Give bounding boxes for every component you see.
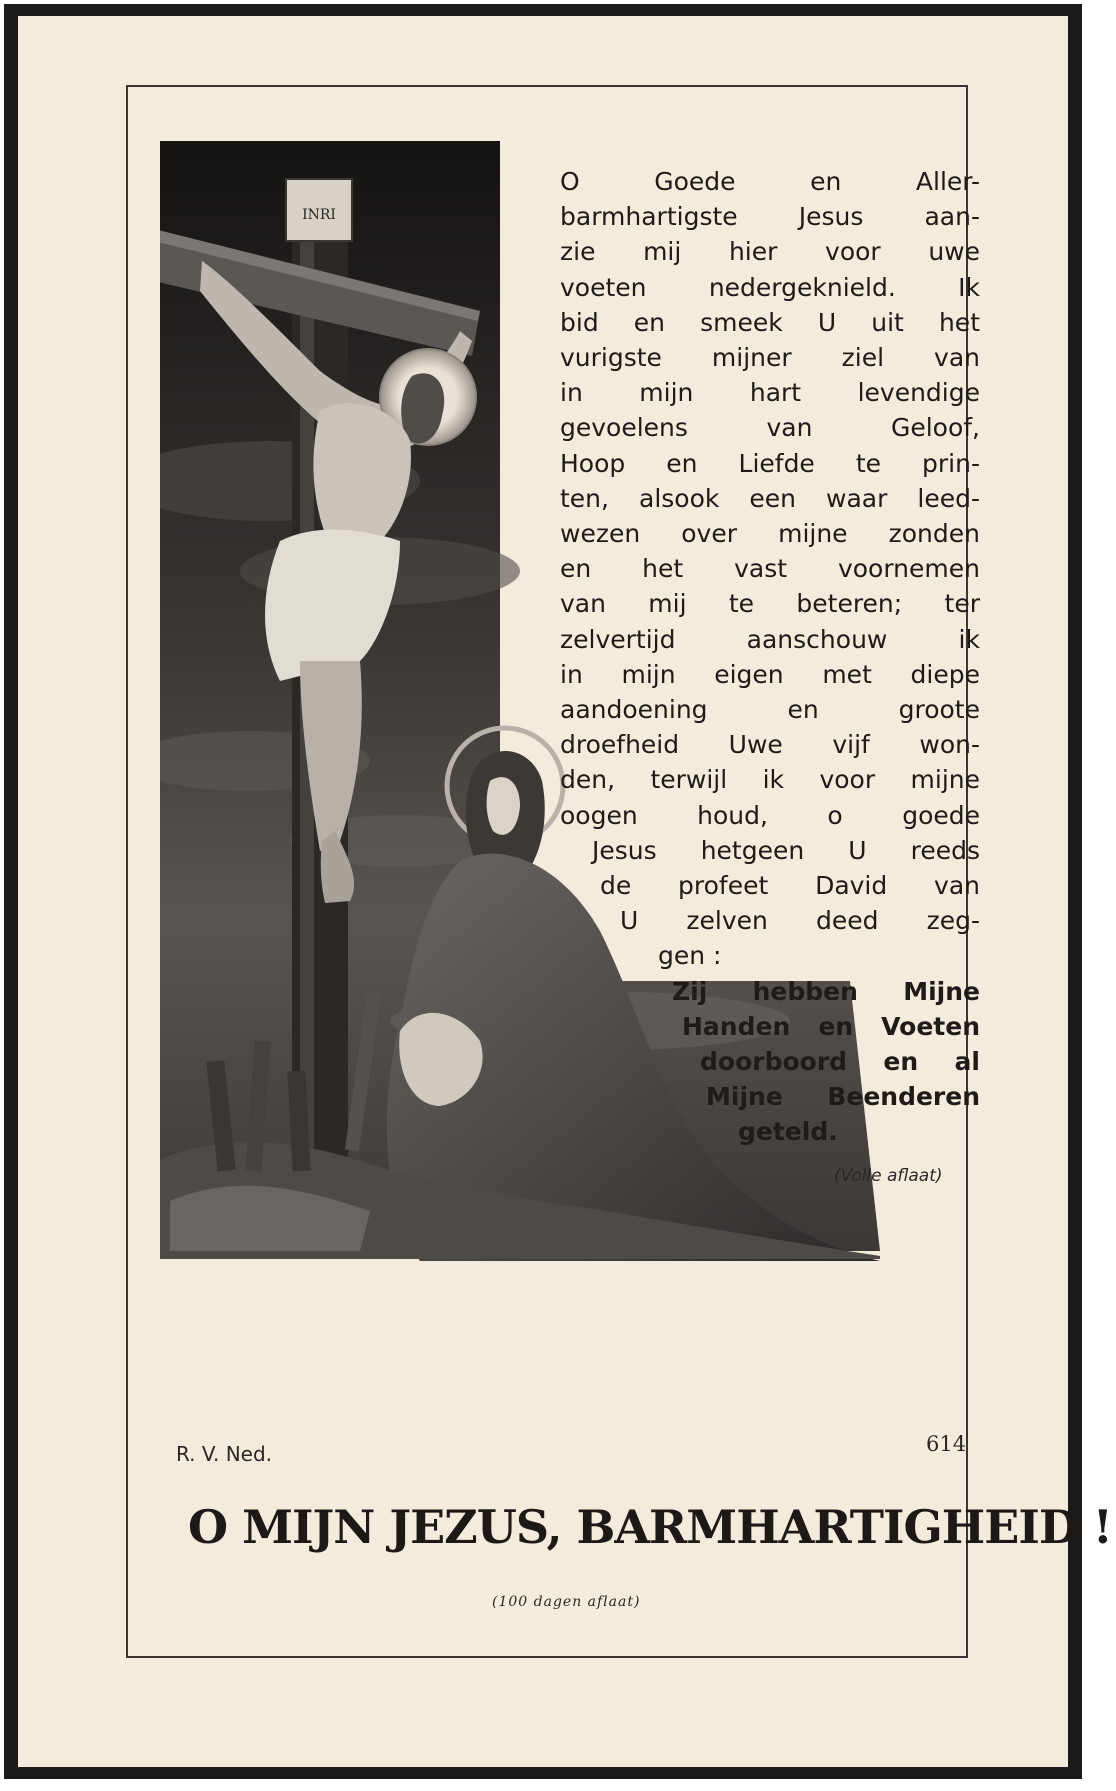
plate-number: 614 [926,1432,967,1456]
svg-text:INRI: INRI [302,207,336,223]
prayer-line: van mij te beteren; ter [560,589,980,619]
inri-plate [286,179,352,241]
prayer-line: Hoop en Liefde te prin- [560,448,980,478]
quote-line: Mijne Beenderen [706,1082,980,1112]
prayer-line: en het vast voornemen [560,554,980,584]
prayer-line: zie mij hier voor uwe [560,237,980,267]
prayer-line: den, terwijl ik voor mijne [560,765,980,795]
prayer-line: voeten nedergeknield. Ik [560,272,980,302]
prayer-line: zelvertijd aanschouw ik [560,624,980,654]
card-heading: O MIJN JEZUS, BARMHARTIGHEID ! [188,1500,1112,1554]
plenary-indulgence-note: (Volle aflaat) [834,1166,943,1186]
quote-line: Zij hebben Mijne [672,976,980,1006]
prayer-line: O Goede en Aller- [560,167,980,196]
prayer-line: U zelven deed zeg- [620,906,980,936]
prayer-text [560,164,980,1150]
prayer-line: aandoening en groote [560,695,980,725]
prayer-line: Jesus hetgeen U reeds [592,835,980,865]
image-credit: R. V. Ned. [176,1442,273,1466]
prayer-line: oogen houd, o goede [560,800,980,830]
indulgence-subnote: (100 dagen aflaat) [492,1594,641,1610]
prayer-line: de profeet David van [600,871,980,901]
prayer-line: gen : [658,941,722,971]
quote-line: Handen en Voeten [682,1011,980,1041]
prayer-line: in mijn eigen met diepe [560,659,980,689]
prayer-line: ten, alsook een waar leed- [560,483,980,513]
prayer-line: gevoelens van Geloof, [560,413,980,443]
prayer-line: wezen over mijne zonden [560,519,980,549]
prayer-line: in mijn hart levendige [560,378,980,408]
prayer-line: bid en smeek U uit het [560,307,980,337]
prayer-line: barmhartigste Jesus aan- [560,202,980,232]
prayer-line: droefheid Uwe vijf won- [560,730,980,760]
quote-line: doorboord en al [700,1047,980,1077]
quote-line: geteld. [738,1117,838,1147]
prayer-line: vurigste mijner ziel van [560,343,980,373]
